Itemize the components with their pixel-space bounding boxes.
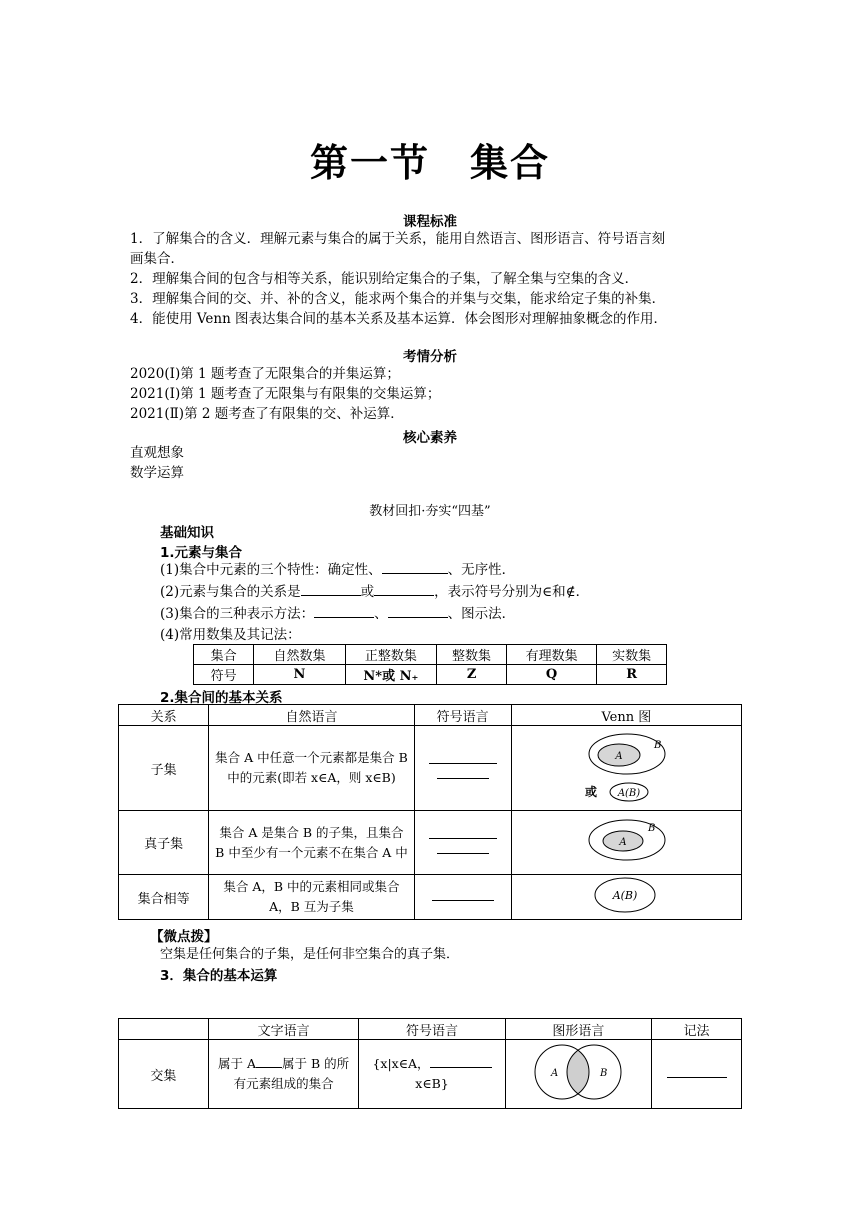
answer-blank[interactable] — [388, 617, 448, 618]
venn-cell — [505, 1040, 651, 1109]
table-cell: 实数集 — [597, 645, 667, 665]
operation-text-part: 属于 A — [218, 1056, 257, 1071]
table-header: 符号语言 — [414, 705, 511, 726]
venn-label-b: B — [600, 1068, 608, 1079]
venn-subset-diagram — [515, 726, 737, 806]
venn-label-ab: A(B) — [613, 889, 638, 902]
tip-text: 空集是任何集合的子集，是任何非空集合的真子集． — [160, 947, 460, 962]
table-header — [119, 1019, 209, 1040]
table-header: 符号语言 — [359, 1019, 505, 1040]
table-cell: 自然数集 — [254, 645, 345, 665]
table-header: Venn 图 — [511, 705, 741, 726]
answer-blank[interactable] — [382, 573, 448, 574]
venn-label-b: B — [654, 740, 662, 751]
table-cell: 正整数集 — [345, 645, 437, 665]
table-cell: 集合 — [194, 645, 254, 665]
table-header: 关系 — [119, 705, 209, 726]
table-cell: Q — [506, 665, 596, 685]
venn-label-a: A — [619, 837, 627, 848]
sec1-text: 、 — [374, 606, 388, 622]
answer-blank[interactable] — [667, 1077, 727, 1078]
literacy-item: 直观想象 — [130, 445, 184, 461]
operations-table — [118, 1018, 742, 1109]
operation-text-part: 属于 B 的所有元素组成的集合 — [233, 1056, 350, 1091]
sec1-text: (2)元素与集合的关系是 — [160, 584, 301, 600]
operation-symbol — [359, 1040, 505, 1109]
table-cell: N*或 N₊ — [345, 665, 437, 685]
relation-name: 真子集 — [119, 811, 209, 875]
answer-blank[interactable] — [301, 595, 361, 596]
table-header: 记法 — [652, 1019, 742, 1040]
table-cell: 整数集 — [437, 645, 507, 665]
venn-cell — [511, 875, 741, 920]
symbol-cell — [414, 875, 511, 920]
answer-blank[interactable] — [374, 595, 434, 596]
venn-proper-subset-diagram — [515, 811, 737, 870]
literacy-item: 数学运算 — [130, 465, 184, 481]
relation-text: 集合 A 中任意一个元素都是集合 B 中的元素(即若 x∈A，则 x∈B) — [209, 726, 414, 811]
venn-label-a: A — [615, 751, 623, 762]
venn-equal-diagram — [515, 875, 737, 915]
table-cell: R — [597, 665, 667, 685]
standards-heading: 课程标准 — [403, 214, 457, 230]
tip-heading: 【微点拨】 — [150, 929, 218, 945]
sec1-text: 、图示法． — [447, 606, 516, 622]
analysis-item: 2021(Ⅰ)第 1 题考查了无限集与有限集的交集运算； — [130, 386, 441, 402]
table-header: 文字语言 — [208, 1019, 358, 1040]
sec1-text: (1)集合中元素的三个特性：确定性、 — [160, 562, 382, 578]
sec1-text: 、无序性． — [447, 562, 516, 578]
operation-name: 交集 — [119, 1040, 209, 1109]
answer-blank[interactable] — [429, 838, 497, 839]
symbol-cell — [414, 726, 511, 811]
relation-name: 子集 — [119, 726, 209, 811]
literacy-heading: 核心素养 — [403, 430, 457, 446]
sec1-line2 — [160, 582, 589, 603]
relation-text: 集合 A 是集合 B 的子集，且集合 B 中至少有一个元素不在集合 A 中 — [209, 811, 414, 875]
standards-item: 4．能使用 Venn 图表达集合间的基本关系及基本运算．体会图形对理解抽象概念的作用． — [130, 311, 668, 327]
standards-item: 2．理解集合间的包含与相等关系，能识别给定集合的子集，了解全集与空集的含义． — [130, 271, 639, 287]
answer-blank[interactable] — [437, 778, 489, 779]
sec1-line1 — [160, 560, 515, 581]
symbol-cell — [414, 811, 511, 875]
table-cell: 符号 — [194, 665, 254, 685]
analysis-heading: 考情分析 — [403, 349, 457, 365]
operation-symbol-part: x∈B} — [415, 1076, 449, 1091]
sec1-line3 — [160, 604, 515, 625]
sec2-heading: 2.集合间的基本关系 — [160, 690, 283, 706]
venn-cell — [511, 811, 741, 875]
sec1-text: (3)集合的三种表示方法： — [160, 606, 315, 622]
page-title: 第一节 集合 — [309, 141, 550, 185]
relations-table — [118, 704, 742, 920]
venn-intersection-diagram — [510, 1040, 646, 1104]
venn-label-a: A — [551, 1068, 559, 1079]
sec1-text: ，表示符号分别为∈和∉． — [434, 584, 590, 600]
venn-label-ab: A(B) — [618, 788, 641, 799]
standards-item: 3．理解集合间的交、并、补的含义，能求两个集合的并集与交集，能求给定子集的补集． — [130, 291, 666, 307]
table-header: 自然语言 — [209, 705, 414, 726]
sec1-line4: (4)常用数集及其记法： — [160, 627, 301, 643]
sec3-heading: 3．集合的基本运算 — [160, 968, 278, 984]
table-cell: Z — [437, 665, 507, 685]
table-cell: 有理数集 — [506, 645, 596, 665]
table-header: 图形语言 — [505, 1019, 651, 1040]
basics-heading: 基础知识 — [160, 525, 214, 541]
venn-or-label: 或 — [585, 785, 598, 799]
answer-blank[interactable] — [256, 1067, 282, 1068]
operation-text — [208, 1040, 358, 1109]
analysis-item: 2021(Ⅱ)第 2 题考查了有限集的交、补运算． — [130, 406, 404, 422]
analysis-item: 2020(Ⅰ)第 1 题考查了无限集合的并集运算； — [130, 366, 400, 382]
answer-blank[interactable] — [432, 900, 494, 901]
standards-item: 1．了解集合的含义．理解元素与集合的属于关系，能用自然语言、图形语言、符号语言刻 — [130, 231, 666, 247]
review-heading: 教材回扣·夯实“四基” — [369, 504, 491, 519]
relation-name: 集合相等 — [119, 875, 209, 920]
answer-blank[interactable] — [430, 1067, 492, 1068]
sec1-heading: 1.元素与集合 — [160, 545, 243, 561]
operation-symbol-part: {x|x∈A， — [372, 1056, 430, 1071]
venn-label-b: B — [648, 823, 656, 834]
sec1-text: 或 — [360, 584, 375, 600]
table-cell: N — [254, 665, 345, 685]
answer-blank[interactable] — [314, 617, 374, 618]
standards-item: 画集合． — [130, 251, 184, 267]
answer-blank[interactable] — [429, 763, 497, 764]
venn-cell — [511, 726, 741, 811]
number-sets-table — [193, 644, 667, 685]
notation-cell — [652, 1040, 742, 1109]
answer-blank[interactable] — [437, 853, 489, 854]
relation-text: 集合 A，B 中的元素相同或集合 A，B 互为子集 — [209, 875, 414, 920]
